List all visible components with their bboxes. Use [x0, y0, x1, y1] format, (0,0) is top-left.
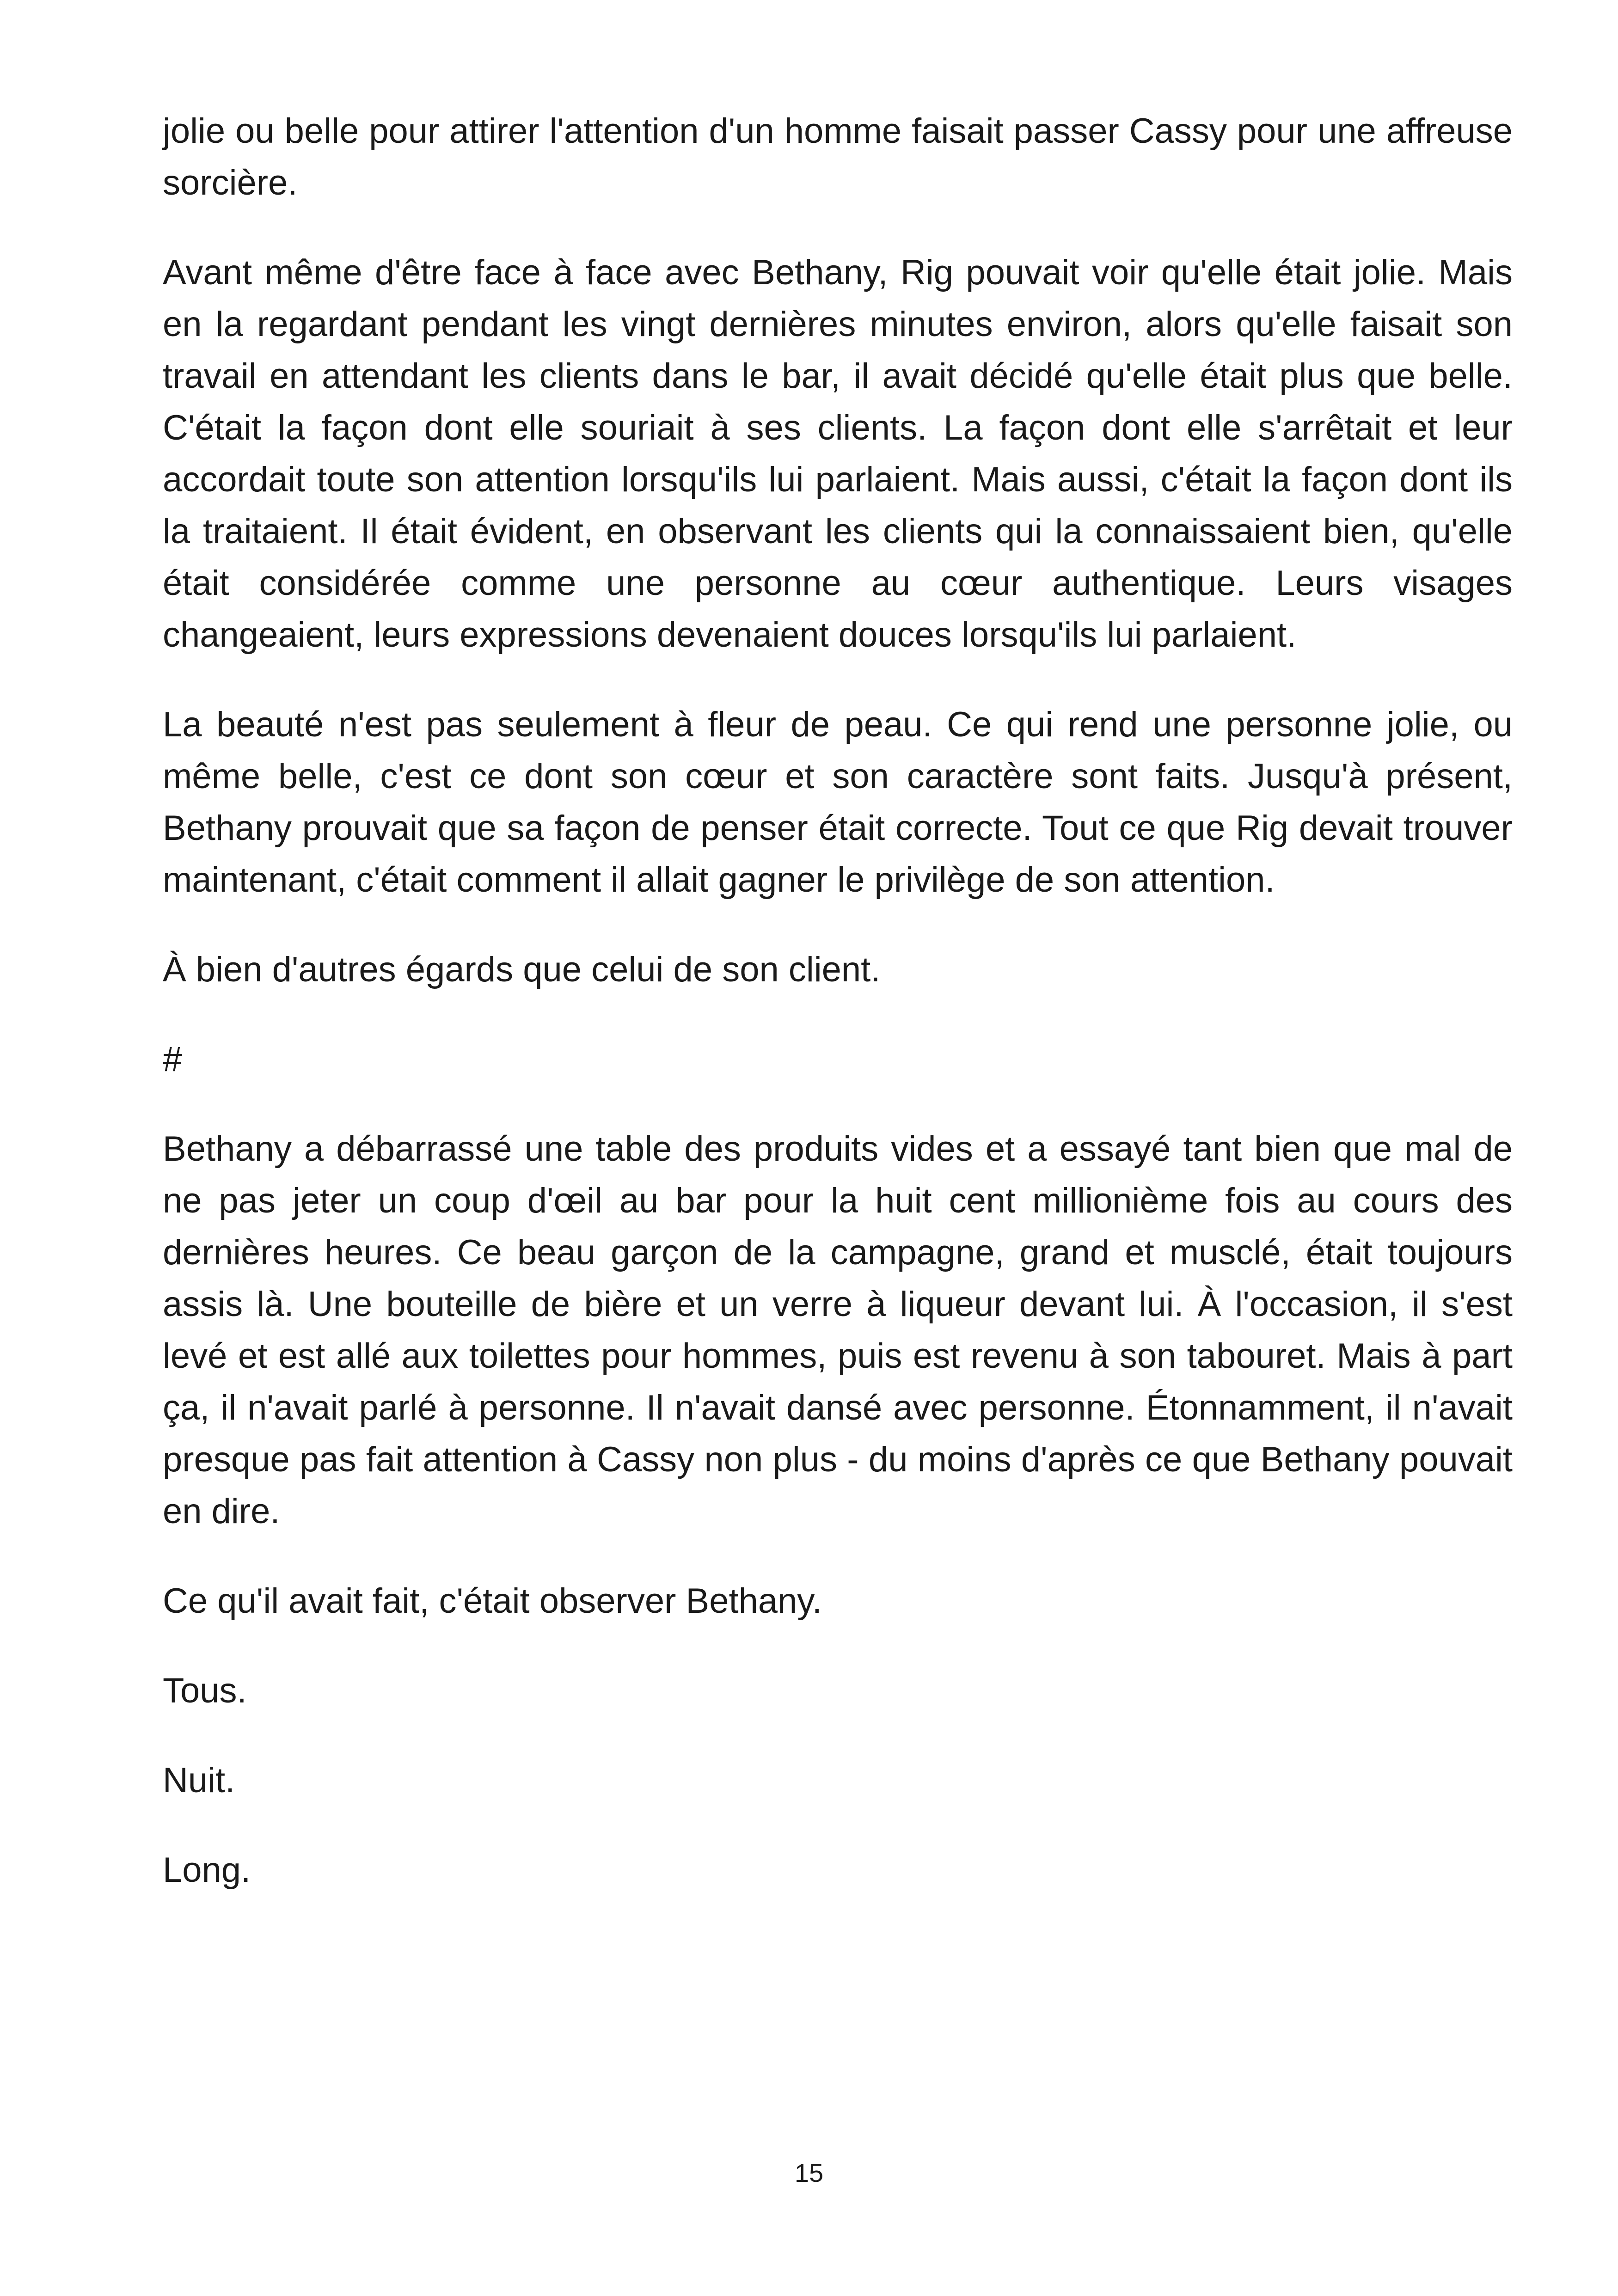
scene-break: # [163, 1040, 183, 1079]
paragraph-2: Avant même d'être face à face avec Bethany, Rig pouvait voir qu'elle était jolie. Mais en la regardant pendant les vingt dernières minutes environ, alors qu'elle faisait son travail en attendant les clients dans le bar, il avait décidé qu'elle était plus que belle. C'était la façon dont elle souriait à ses clients. La façon dont elle s'arrêtait et leur accordait toute son attention lorsqu'ils lui parlaient. Mais aussi, c'était la façon dont ils la traitaient. Il était évident, en observant les clients qui la connaissaient bien, qu'elle était considérée comme une personne au cœur authentique. Leurs visages changeaient, leurs expressions devenaient douces lorsqu'ils lui parlaient. [163, 253, 1513, 655]
paragraph-7: Tous. [163, 1671, 247, 1710]
page-number: 15 [794, 2158, 824, 2187]
body-text [163, 105, 1513, 1934]
paragraph-5: Bethany a débarrassé une table des produits vides et a essayé tant bien que mal de ne pas jeter un coup d'œil au bar pour la huit cent millionième fois au cours des dernières heures. Ce beau garçon de la campagne, grand et musclé, était toujours assis là. Une bouteille de bière et un verre à liqueur devant lui. À l'occasion, il s'est levé et est allé aux toilettes pour hommes, puis est revenu à son tabouret. Mais à part ça, il n'avait parlé à personne. Il n'avait dansé avec personne. Étonnamment, il n'avait presque pas fait attention à Cassy non plus - du moins d'après ce que Bethany pouvait en dire. [163, 1129, 1513, 1531]
paragraph-6: Ce qu'il avait fait, c'était observer Bethany. [163, 1581, 822, 1621]
paragraph-1: jolie ou belle pour attirer l'attention d'un homme faisait passer Cassy pour une affreuse sorcière. [163, 111, 1513, 202]
paragraph-3: La beauté n'est pas seulement à fleur de peau. Ce qui rend une personne jolie, ou même belle, c'est ce dont son cœur et son caractère sont faits. Jusqu'à présent, Bethany prouvait que sa façon de penser était correcte. Tout ce que Rig devait trouver maintenant, c'était comment il allait gagner le privilège de son attention. [163, 705, 1513, 900]
paragraph-9: Long. [163, 1850, 251, 1890]
paragraph-4: À bien d'autres égards que celui de son client. [163, 950, 881, 989]
paragraph-8: Nuit. [163, 1761, 235, 1800]
